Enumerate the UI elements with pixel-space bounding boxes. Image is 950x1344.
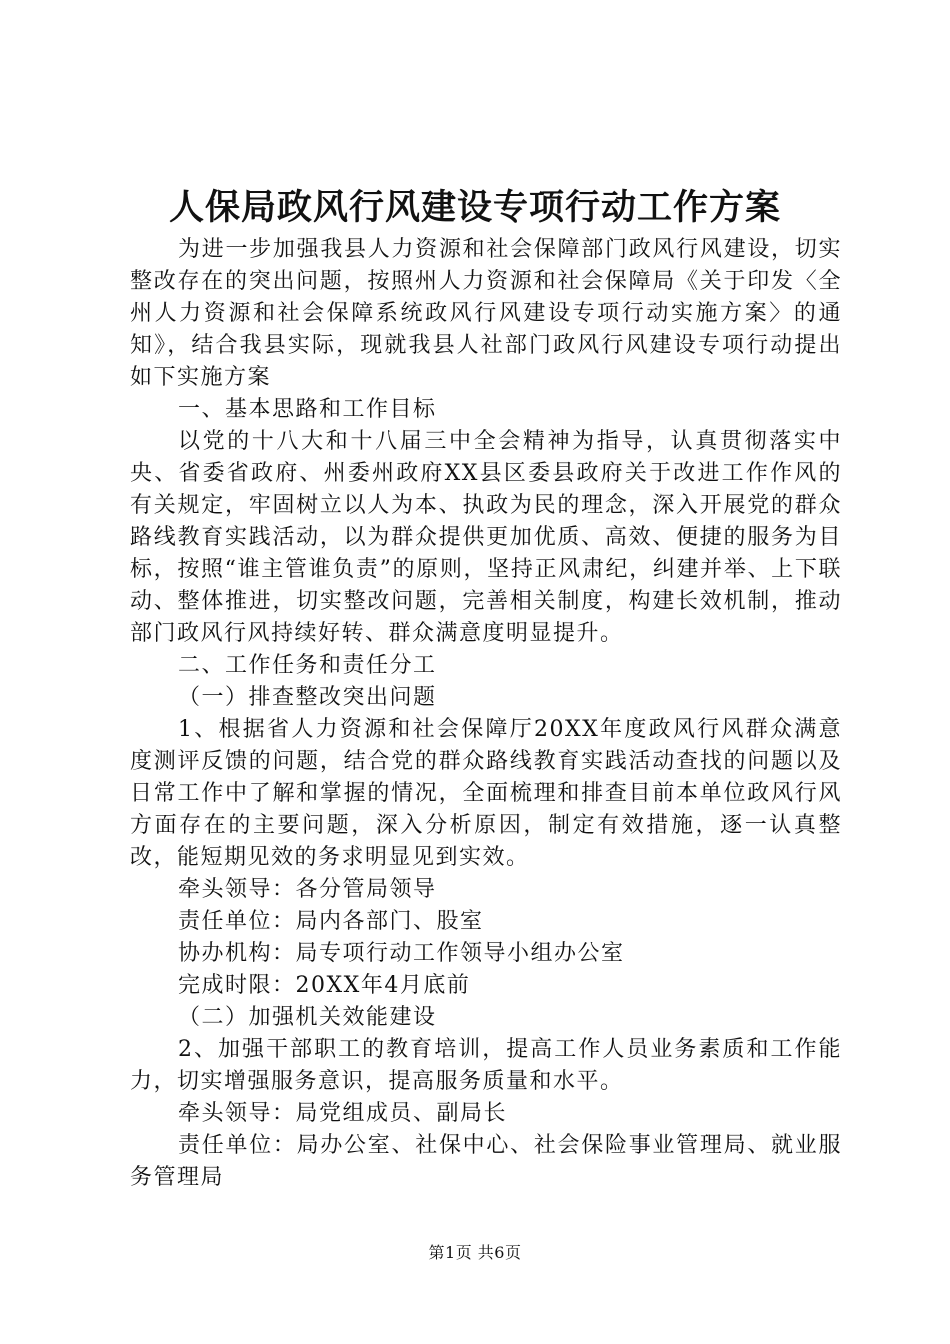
heading-section-2: 二、工作任务和责任分工 xyxy=(178,653,437,678)
lead-leader-1: 牵头领导：各分管局领导 xyxy=(178,877,437,902)
assisting-agency-1: 协办机构：局专项行动工作领导小组办公室 xyxy=(178,941,625,966)
document-title: 人保局政风行风建设专项行动工作方案 xyxy=(168,188,781,228)
page-number-footer: 第1页 共6页 xyxy=(428,1243,522,1262)
responsible-unit-1: 责任单位：局内各部门、股室 xyxy=(178,909,484,934)
subheading-2: （二）加强机关效能建设 xyxy=(178,1005,437,1030)
subheading-1: （一）排查整改突出问题 xyxy=(178,685,437,710)
heading-section-1: 一、基本思路和工作目标 xyxy=(178,397,437,422)
paragraph-item-1: 1、根据省人力资源和社会保障厅20XX年度政风行风群众满意度测评反馈的问题，结合党的群众路线教育实践活动查找的问题以及日常工作中了解和掌握的情况，全面梳理和排查目前本单位政风行风方面存在的主要问题，深入分析原因，制定有效措施，逐一认真整改，能短期见效的务求明显见到实效。 xyxy=(130,717,842,870)
lead-leader-2: 牵头领导：局党组成员、副局长 xyxy=(178,1101,508,1126)
document-body xyxy=(130,234,842,1194)
paragraph-intro: 为进一步加强我县人力资源和社会保障部门政风行风建设，切实整改存在的突出问题，按照州人力资源和社会保障局《关于印发〈全州人力资源和社会保障系统政风行风建设专项行动实施方案〉的通知》，结合我县实际，现就我县人社部门政风行风建设专项行动提出如下实施方案 xyxy=(130,237,842,390)
paragraph-item-2: 2、加强干部职工的教育培训，提高工作人员业务素质和工作能力，切实增强服务意识，提高服务质量和水平。 xyxy=(130,1037,842,1094)
deadline-1: 完成时限：20XX年4月底前 xyxy=(178,973,471,998)
responsible-unit-2: 责任单位：局办公室、社保中心、社会保险事业管理局、就业服务管理局 xyxy=(130,1133,842,1190)
paragraph-section-1: 以党的十八大和十八届三中全会精神为指导，认真贯彻落实中央、省委省政府、州委州政府XX县区委县政府关于改进工作作风的有关规定，牢固树立以人为本、执政为民的理念，深入开展党的群众路线教育实践活动，以为群众提供更加优质、高效、便捷的服务为目标，按照“谁主管谁负责”的原则，坚持正风肃纪，纠建并举、上下联动、整体推进，切实整改问题，完善相关制度，构建长效机制，推动部门政风行风持续好转、群众满意度明显提升。 xyxy=(130,429,842,646)
